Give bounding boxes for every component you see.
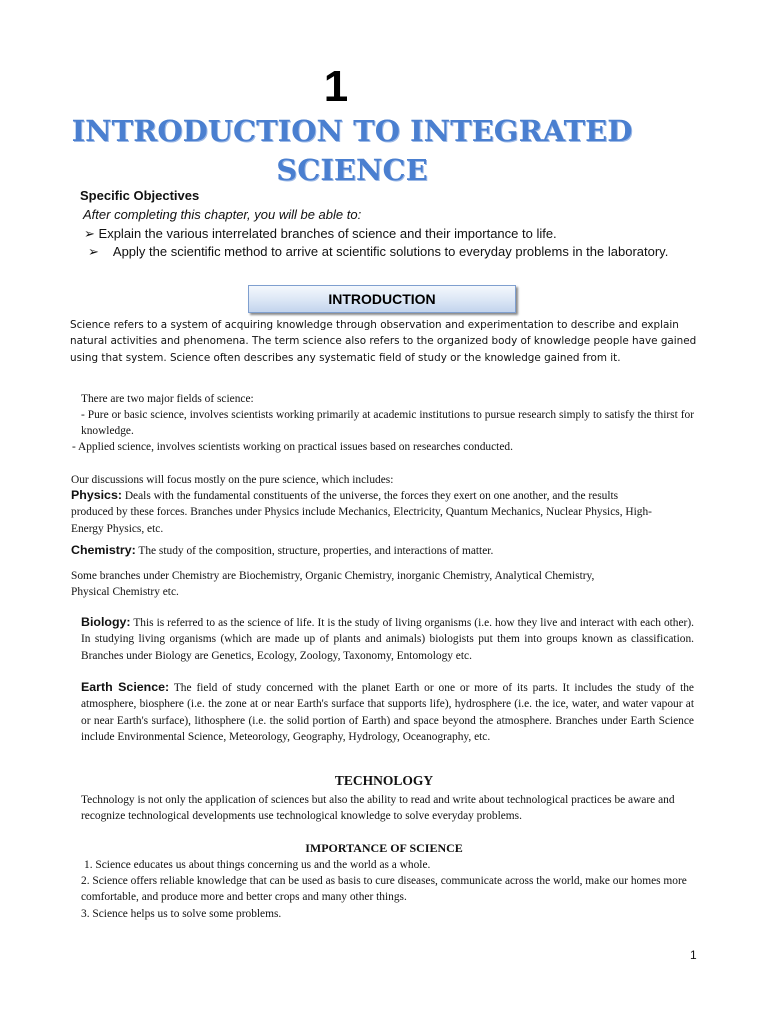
objective-text: Explain the various interrelated branches of science and their importance to life. bbox=[98, 226, 557, 241]
chapter-number: 1 bbox=[323, 62, 349, 111]
chapter-title-line-1: INTRODUCTION TO INTEGRATED bbox=[71, 114, 633, 148]
chemistry-text: The study of the composition, structure, properties, and interactions of matter. bbox=[135, 545, 494, 557]
objective-item bbox=[84, 226, 557, 242]
earth-science-paragraph bbox=[81, 679, 694, 745]
arrow-bullet-icon: ➢ bbox=[88, 244, 99, 259]
biology-heading: Biology: bbox=[81, 615, 131, 629]
technology-heading: TECHNOLOGY bbox=[334, 773, 434, 788]
biology-text: This is referred to as the science of life. It is the study of living organisms (i.e. how they live and interact with each other). In studying living organisms (which are made up of plants and animals) biologists put them into groups known as classification. Branches under Biology are Genetics, Ecology, Zoology, Taxonomy, Entomology etc. bbox=[81, 617, 694, 662]
physics-text: Deals with the fundamental constituents of the universe, the forces they exert on one another, and the results produced by these forces. Branches under Physics include Mechanics, Electricity, Quantum Mechanics, Nuclear Physics, High-Energy Physics, etc. bbox=[71, 490, 652, 535]
physics-paragraph bbox=[71, 487, 661, 537]
objective-text: Apply the scientific method to arrive at scientific solutions to everyday problems in the laboratory. bbox=[112, 244, 669, 259]
objective-item bbox=[88, 244, 668, 260]
importance-item: 3. Science helps us to solve some problems. bbox=[81, 908, 282, 920]
importance-item: 1. Science educates us about things concerning us and the world as a whole. bbox=[84, 859, 431, 871]
biology-paragraph bbox=[81, 614, 694, 664]
page-number: 1 bbox=[690, 948, 697, 962]
earth-science-text: The field of study concerned with the planet Earth or one or more of its parts. It includes the study of the atmosphere, biosphere (i.e. the zone at or near Earth's surface that supports life), hydrosphere (i.e. the ice, water, and water vapour at or near Earth's surface), lithosphere (i.e. the solid portion of Earth) and space beyond the atmosphere. Branches under Earth Science include Environmental Science, Meteorology, Geography, Hydrology, Oceanography, etc. bbox=[81, 682, 694, 743]
focus-line: Our discussions will focus mostly on the pure science, which includes: bbox=[71, 474, 394, 486]
fields-intro: There are two major fields of science: bbox=[81, 393, 254, 405]
importance-heading: IMPORTANCE OF SCIENCE bbox=[305, 841, 463, 855]
arrow-bullet-icon: ➢ bbox=[84, 226, 95, 241]
introduction-heading-box bbox=[248, 285, 516, 313]
physics-heading: Physics: bbox=[71, 488, 122, 502]
introduction-heading: INTRODUCTION bbox=[328, 291, 436, 307]
introduction-paragraph: Science refers to a system of acquiring knowledge through observation and experimentation to describe and explain natural activities and phenomena. The term science also refers to the organized body of knowledge people have gained using that system. Science often describes any systematic field of study or the knowledge gained from it. bbox=[70, 319, 697, 364]
objectives-intro: After completing this chapter, you will be able to: bbox=[83, 207, 362, 222]
importance-item: 2. Science offers reliable knowledge that can be used as basis to cure diseases, communicate across the world, make our homes more comfortable, and produce more and better crops and many other things. bbox=[81, 875, 687, 904]
chemistry-paragraph bbox=[71, 542, 671, 559]
chemistry-branches: Some branches under Chemistry are Biochemistry, Organic Chemistry, inorganic Chemistry, Analytical Chemistry, Physical Chemistry etc. bbox=[71, 570, 595, 599]
earth-science-heading: Earth Science: bbox=[81, 680, 170, 694]
chapter-title-line-2: SCIENCE bbox=[276, 153, 428, 187]
technology-paragraph: Technology is not only the application of sciences but also the ability to read and write about technological practices be aware and recognize technological developments use technological knowledge to solve everyday problems. bbox=[81, 794, 675, 823]
objectives-heading: Specific Objectives bbox=[80, 188, 200, 203]
field-applied-science: - Applied science, involves scientists working on practical issues based on researches conducted. bbox=[72, 441, 513, 453]
field-pure-science: - Pure or basic science, involves scientists working primarily at academic institutions to pursue research simply to satisfy the thirst for knowledge. bbox=[81, 409, 694, 438]
chemistry-heading: Chemistry: bbox=[71, 543, 136, 557]
